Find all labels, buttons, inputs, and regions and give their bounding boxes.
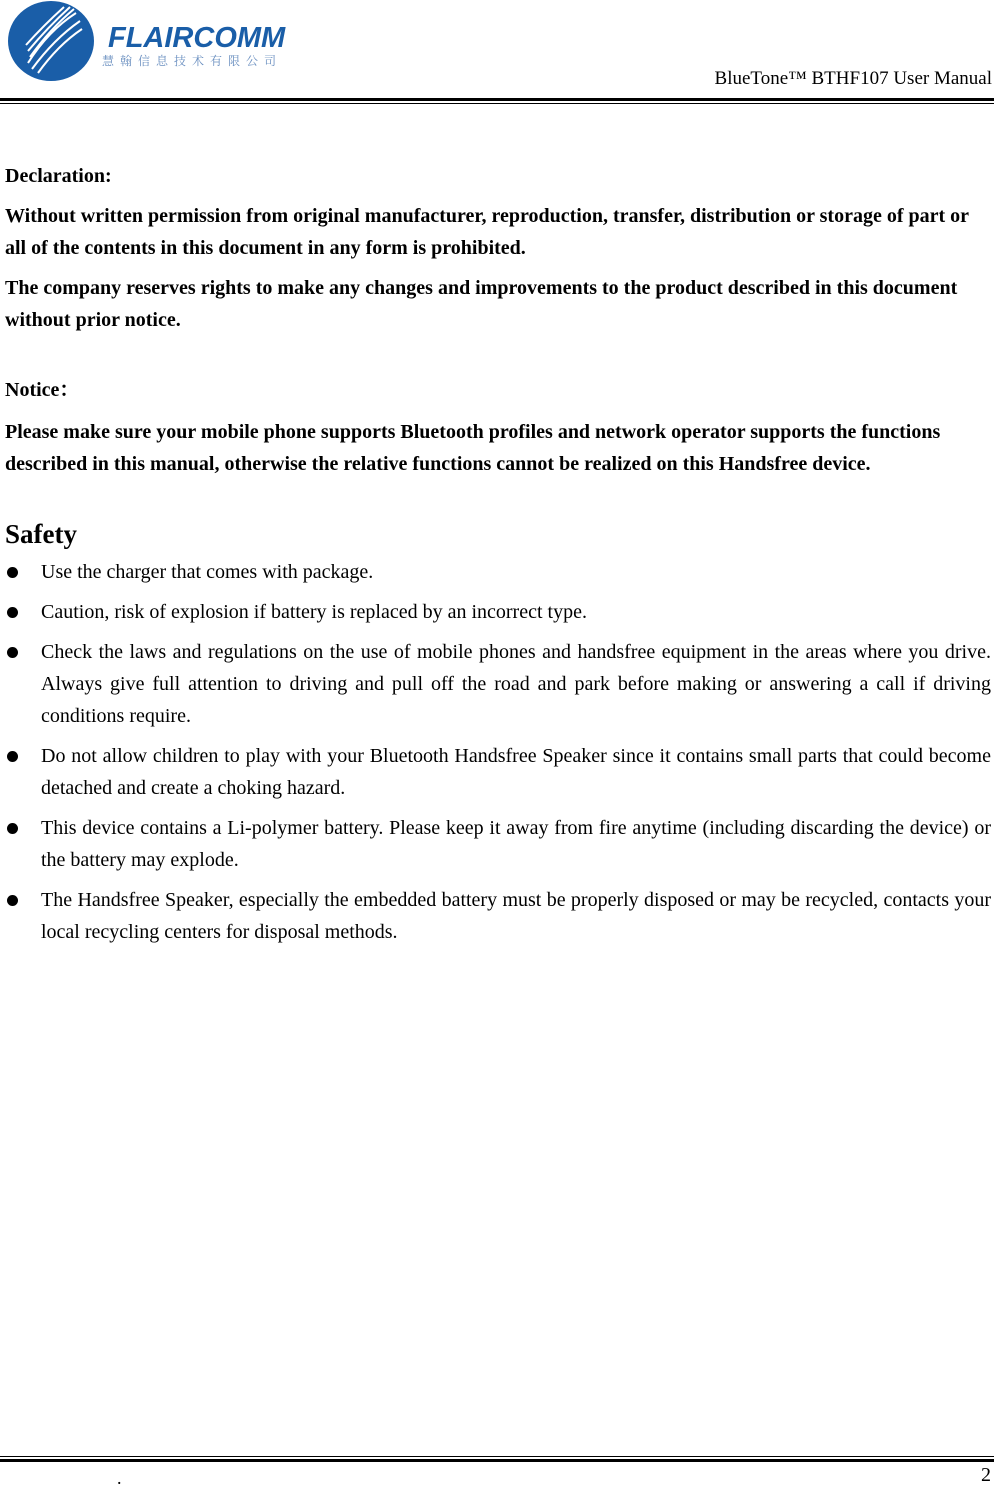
document-title: BlueTone™ BTHF107 User Manual bbox=[714, 68, 992, 89]
safety-item-text: Caution, risk of explosion if battery is replaced by an incorrect type. bbox=[41, 601, 587, 623]
footer-mark: . bbox=[117, 1468, 122, 1488]
footer-rule bbox=[0, 1459, 994, 1462]
header-rule-thin bbox=[0, 103, 994, 104]
safety-item-text: This device contains a Li-polymer battery. Please keep it away from fire anytime (including discarding the device) or the battery may explode. bbox=[41, 817, 991, 871]
logo-emblem-icon bbox=[8, 1, 94, 81]
safety-list bbox=[5, 556, 991, 948]
declaration-paragraph: Without written permission from original manufacturer, reproduction, transfer, distribution or storage of part or all of the contents in this document in any form is prohibited. bbox=[5, 205, 969, 259]
notice-heading: Notice： bbox=[5, 379, 80, 401]
safety-item bbox=[5, 596, 991, 628]
safety-item-text: Do not allow children to play with your Bluetooth Handsfree Speaker since it contains small parts that could become detached and create a choking hazard. bbox=[41, 745, 991, 799]
safety-item-text: Check the laws and regulations on the use of mobile phones and handsfree equipment in the areas where you drive. Always give full attention to driving and pull off the road and park before making or answering a call if driving conditions require. bbox=[41, 641, 991, 727]
page-number: 2 bbox=[981, 1464, 991, 1486]
bullet-icon bbox=[7, 647, 18, 658]
page-content bbox=[5, 160, 991, 956]
bullet-icon bbox=[7, 607, 18, 618]
safety-item bbox=[5, 556, 991, 588]
bullet-icon bbox=[7, 751, 18, 762]
declaration-heading: Declaration: bbox=[5, 165, 112, 187]
safety-item-text: The Handsfree Speaker, especially the embedded battery must be properly disposed or may be recycled, contacts your local recycling centers for disposal methods. bbox=[41, 889, 991, 943]
safety-item bbox=[5, 812, 991, 876]
company-logo bbox=[6, 0, 306, 84]
bullet-icon bbox=[7, 895, 18, 906]
safety-item bbox=[5, 636, 991, 732]
bullet-icon bbox=[7, 567, 18, 578]
logo-chinese-name: 慧翰信息技术有限公司 bbox=[102, 54, 283, 68]
safety-item-text: Use the charger that comes with package. bbox=[41, 561, 374, 583]
footer-rule-thin bbox=[0, 1456, 994, 1457]
header-rule bbox=[0, 98, 994, 101]
safety-heading: Safety bbox=[5, 519, 77, 549]
safety-item bbox=[5, 740, 991, 804]
bullet-icon bbox=[7, 823, 18, 834]
safety-item bbox=[5, 884, 991, 948]
logo-wordmark: FLAIRCOMM bbox=[108, 22, 286, 54]
declaration-paragraph: The company reserves rights to make any changes and improvements to the product described in this document without prior notice. bbox=[5, 277, 958, 331]
notice-text: Please make sure your mobile phone supports Bluetooth profiles and network operator supports the functions described in this manual, otherwise the relative functions cannot be realized on this Handsfree device. bbox=[5, 421, 941, 475]
